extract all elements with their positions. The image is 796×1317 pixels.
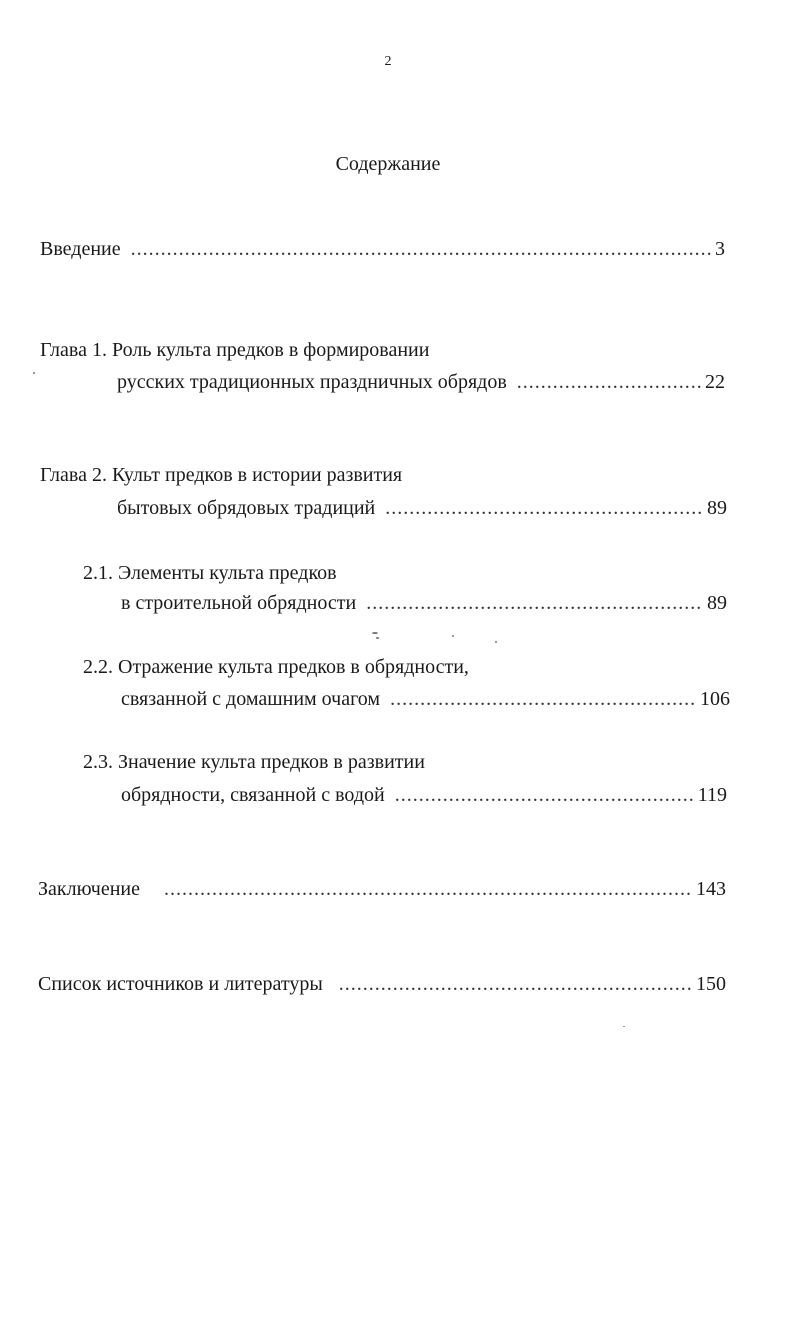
toc-entry-s22-continuation (121, 687, 730, 711)
toc-entry-intro-page: 3 (715, 238, 725, 260)
toc-entry-ch1 (40, 338, 429, 362)
dot-leader (390, 687, 696, 711)
toc-entry-s21-page: 89 (707, 592, 727, 614)
scan-speck (33, 372, 35, 374)
toc-entry-ch1-title-line2: русских традиционных праздничных обрядов (117, 371, 507, 393)
toc-entry-ch1-label: Глава 1. (40, 339, 107, 361)
toc-entry-sources-page: 150 (696, 973, 726, 995)
toc-entry-ch2-title-line1: Культ предков в истории развития (111, 464, 403, 486)
dot-leader (131, 237, 711, 261)
page-number: 2 (384, 54, 392, 69)
scan-speck (376, 637, 379, 639)
dot-leader (517, 370, 701, 394)
toc-entry-s21-title-line2: в строительной обрядности (121, 592, 357, 614)
toc-entry-s21 (83, 561, 337, 585)
toc-entry-s23-title-line1: Значение культа предков в развитии (118, 751, 425, 773)
toc-entry-ch1-title-line1: Роль культа предков в формировании (111, 339, 430, 361)
toc-entry-sources (38, 972, 726, 996)
toc-entry-s23-label: 2.3. (83, 751, 113, 773)
scan-speck (495, 641, 497, 643)
toc-entry-s22 (83, 655, 469, 679)
toc-entry-s23 (83, 750, 425, 774)
toc-entry-intro-text: Введение (40, 238, 121, 260)
toc-entry-s21-title-line1: Элементы культа предков (118, 562, 337, 584)
toc-entry-conclusion (38, 877, 726, 901)
dot-leader (385, 496, 703, 520)
toc-entry-s23-page: 119 (697, 784, 727, 806)
toc-entry-s21-continuation (121, 591, 727, 615)
scan-speck (623, 1026, 625, 1027)
scan-speck (452, 635, 454, 637)
toc-entry-s22-title-line1: Отражение культа предков в обрядности, (118, 656, 469, 678)
toc-entry-s22-label: 2.2. (83, 656, 113, 678)
page-title: Содержание (335, 153, 441, 175)
toc-entry-intro (40, 237, 725, 261)
dot-leader (339, 972, 692, 996)
dot-leader (164, 877, 692, 901)
toc-entry-ch2-continuation (117, 496, 727, 520)
toc-entry-s21-label: 2.1. (83, 562, 113, 584)
toc-entry-ch1-continuation (117, 370, 725, 394)
toc-entry-ch2-page: 89 (707, 497, 727, 519)
toc-entry-conclusion-page: 143 (696, 878, 726, 900)
dot-leader (395, 783, 694, 807)
toc-entry-conclusion-text: Заключение (38, 878, 140, 900)
scan-speck (372, 632, 378, 634)
toc-entry-ch2-title-line2: бытовых обрядовых традиций (117, 497, 376, 519)
toc-entry-ch1-page: 22 (705, 371, 725, 393)
toc-entry-s22-page: 106 (700, 688, 730, 710)
toc-entry-s23-continuation (121, 783, 727, 807)
dot-leader (366, 591, 703, 615)
toc-entry-ch2 (40, 463, 402, 487)
toc-entry-sources-text: Список источников и литературы (38, 973, 323, 995)
toc-entry-ch2-label: Глава 2. (40, 464, 107, 486)
toc-entry-s22-title-line2: связанной с домашним очагом (121, 688, 381, 710)
toc-entry-s23-title-line2: обрядности, связанной с водой (121, 784, 385, 806)
